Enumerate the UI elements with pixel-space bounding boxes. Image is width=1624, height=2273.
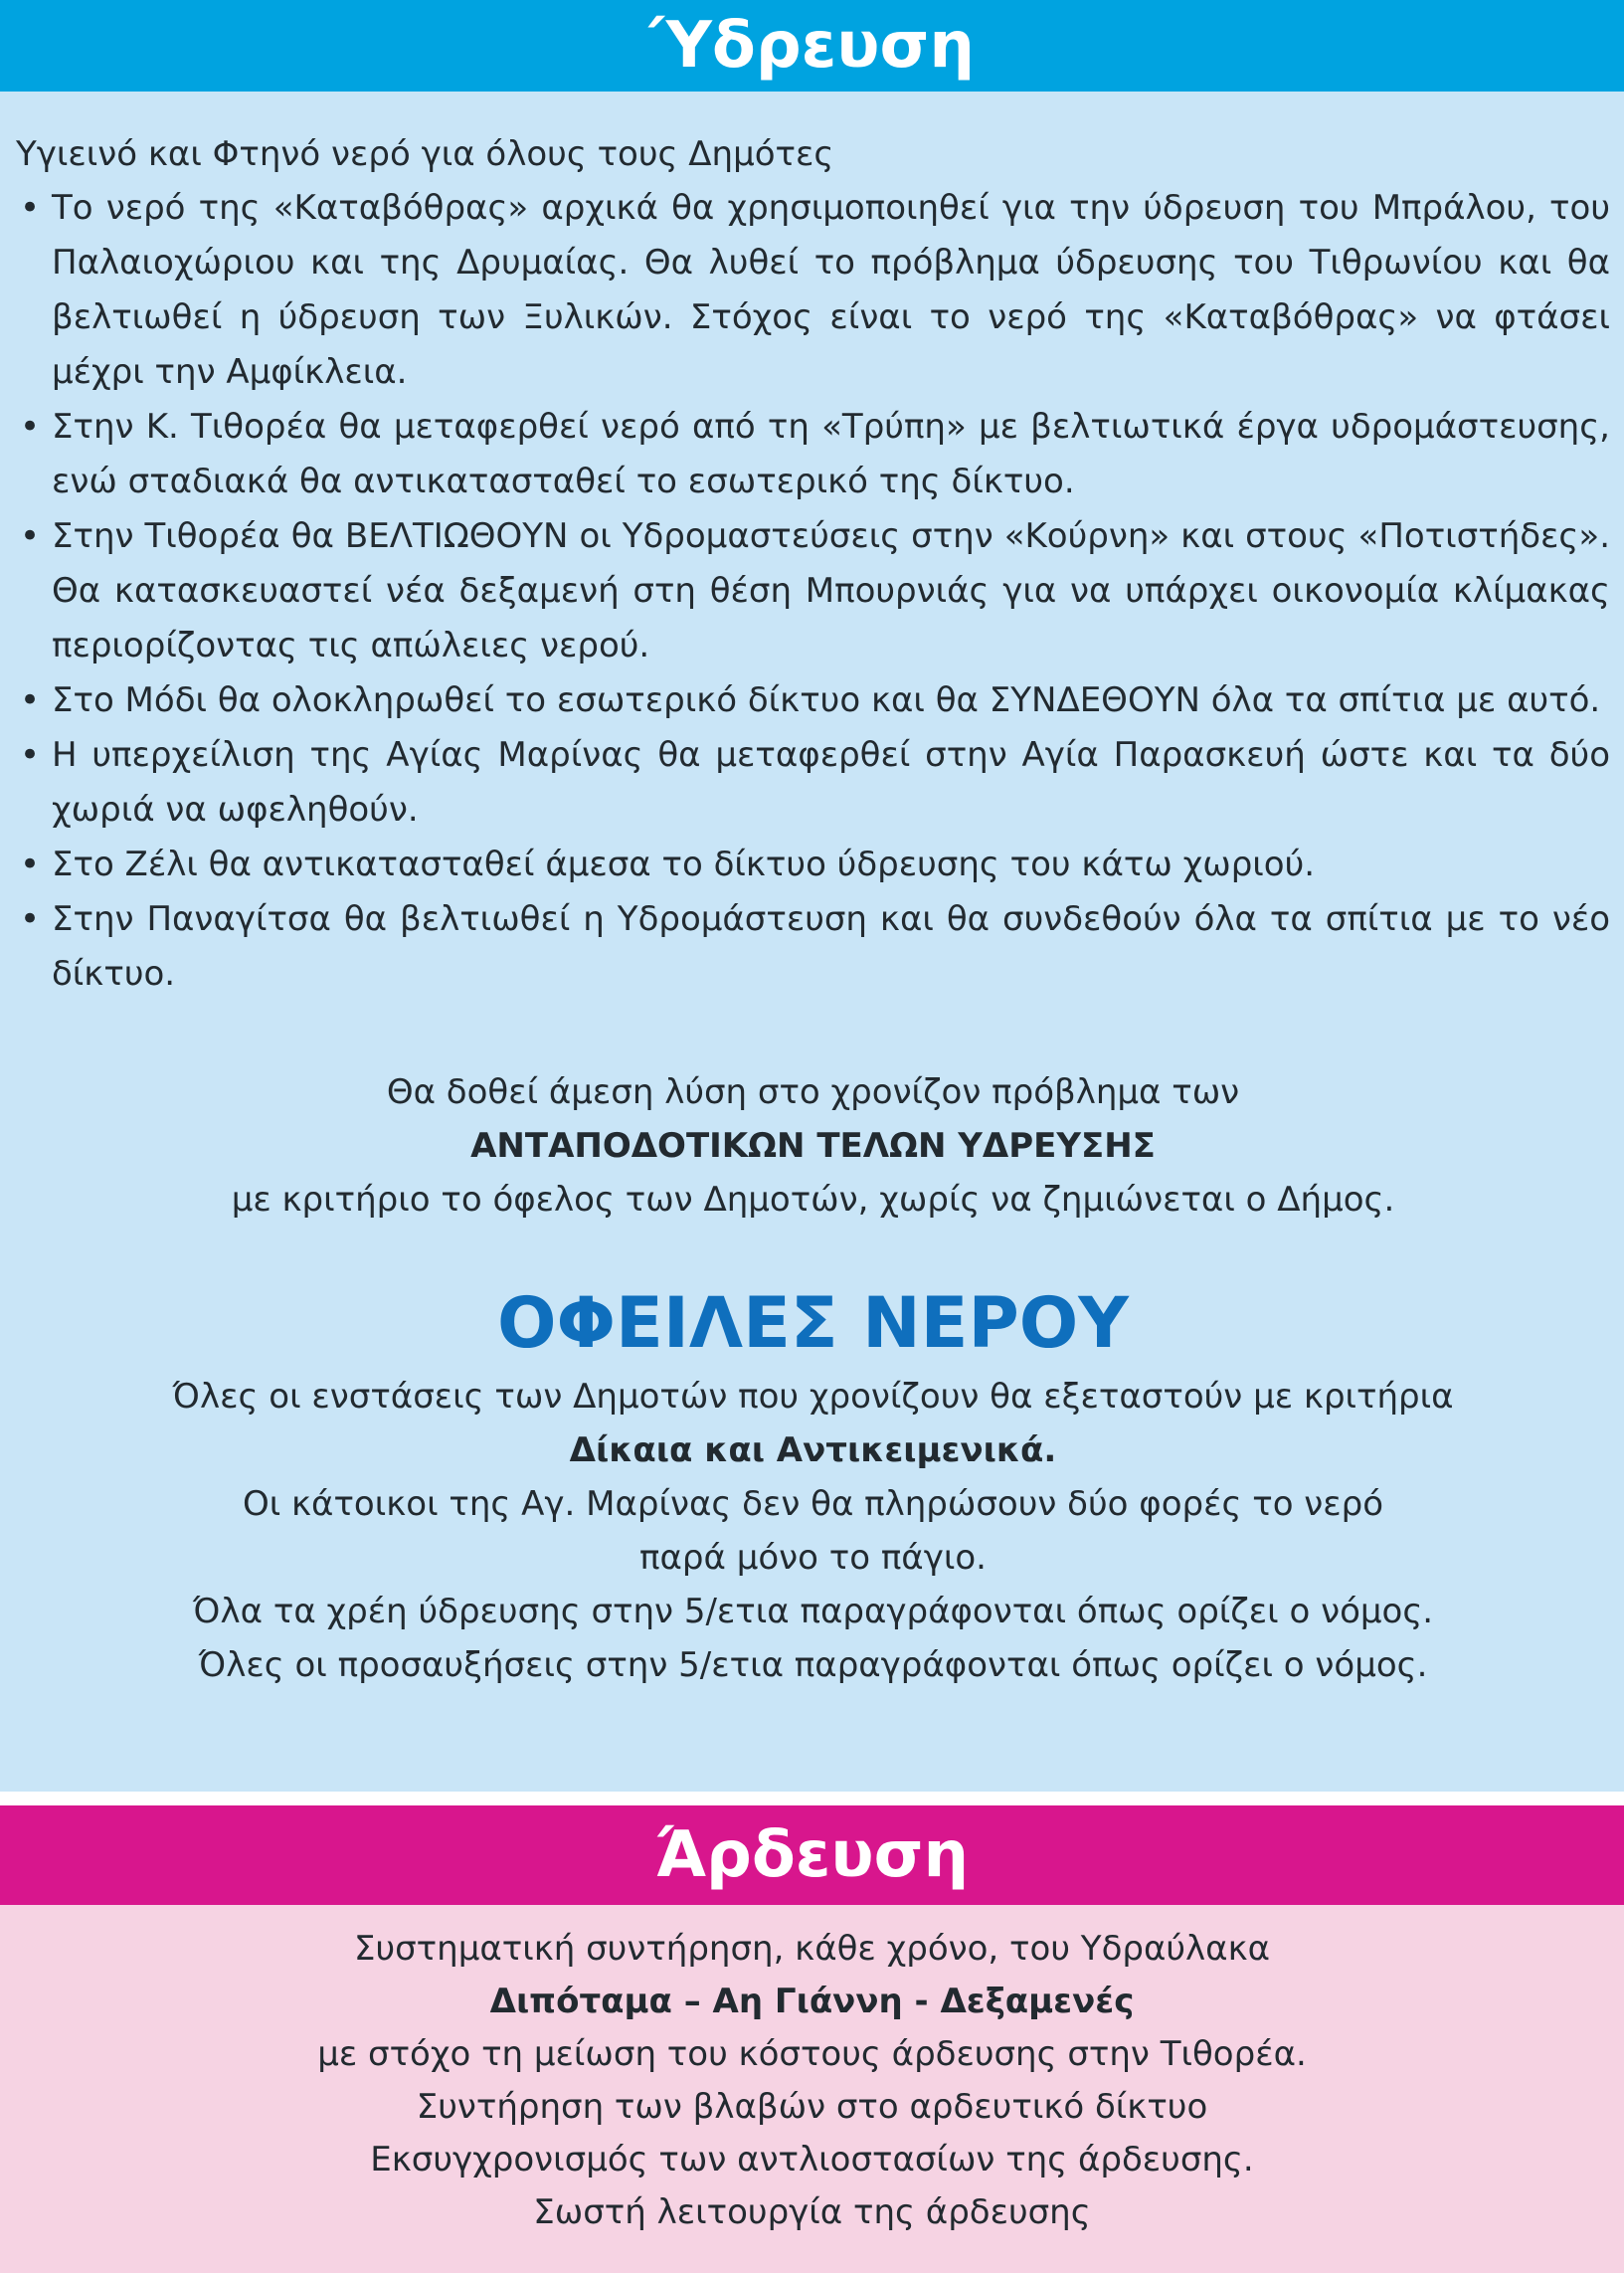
- irrigation-line: Συντήρηση των βλαβών στο αρδευτικό δίκτυο: [416, 2087, 1208, 2127]
- irrigation-line: Εκσυγχρονισμός των αντλιοστασίων της άρδευσης.: [370, 2140, 1254, 2179]
- irrigation-line: Σωστή λειτουργία της άρδευσης: [533, 2192, 1091, 2232]
- irrigation-section-title: Άρδευση: [654, 1818, 970, 1892]
- irrigation-line: Συστηματική συντήρηση, κάθε χρόνο, του Υδραύλακα: [353, 1929, 1271, 1969]
- water-bullet-item: • Στο Μόδι θα ολοκληρωθεί το εσωτερικό δίκτυο και θα ΣΥΝΔΕΘΟΥΝ όλα τα σπίτια με αυτό.: [16, 673, 1610, 728]
- debts-line: Όλα τα χρέη ύδρευσης στην 5/ετια παραγράφονται όπως ορίζει ο νόμος.: [192, 1592, 1434, 1631]
- irrigation-section-panel: [0, 1905, 1624, 2273]
- water-section-title: Ύδρευση: [649, 9, 975, 83]
- water-bullet-item: • Στην Κ. Τιθορέα θα μεταφερθεί νερό από τη «Τρύπη» με βελτιωτικά έργα υδρομάστευσης, ενώ σταδιακά θα αντικατασταθεί το εσωτερικό της δίκτυο.: [16, 400, 1610, 509]
- water-bullet-item: • Η υπερχείλιση της Αγίας Μαρίνας θα μεταφερθεί στην Αγία Παρασκευή ώστε και τα δύο χωριά να ωφεληθούν.: [16, 728, 1610, 838]
- water-section-header: [0, 0, 1624, 92]
- water-bullet-item: • Στην Παναγίτσα θα βελτιωθεί η Υδρομάστευση και θα συνδεθούν όλα τα σπίτια με το νέο δίκτυο.: [16, 892, 1610, 1002]
- tariff-block: [16, 1065, 1610, 1227]
- water-bullet-item: • Στην Τιθορέα θα ΒΕΛΤΙΩΘΟΥΝ οι Υδρομαστεύσεις στην «Κούρνη» και στους «Ποτιστήδες». Θα κατασκευαστεί νέα δεξαμενή στη θέση Μπουρνιάς για να υπάρχει οικονομία κλίμακας περιορίζοντας τις απώλειες νερού.: [16, 509, 1610, 673]
- water-debts-title: ΟΦΕΙΛΕΣ ΝΕΡΟΥ: [497, 1282, 1129, 1364]
- tariff-line: Θα δοθεί άμεση λύση στο χρονίζον πρόβλημα των: [386, 1072, 1240, 1112]
- irrigation-line: με στόχο τη μείωση του κόστους άρδευσης στην Τιθορέα.: [317, 2034, 1307, 2074]
- tariff-line: με κριτήριο το όφελος των Δημοτών, χωρίς να ζημιώνεται ο Δήμος.: [231, 1180, 1395, 1220]
- irrigation-section-header: [0, 1805, 1624, 1905]
- tariff-heading: ΑΝΤΑΠΟΔΟΤΙΚΩΝ ΤΕΛΩΝ ΥΔΡΕΥΣΗΣ: [470, 1126, 1156, 1166]
- debts-line: Οι κάτοικοι της Αγ. Μαρίνας δεν θα πληρώσουν δύο φορές το νερό: [242, 1484, 1384, 1524]
- water-bullet-list: [16, 181, 1610, 1002]
- water-intro: Υγιεινό και Φτηνό νερό για όλους τους Δημότες: [16, 134, 834, 174]
- debts-line: Όλες οι προσαυξήσεις στην 5/ετια παραγράφονται όπως ορίζει ο νόμος.: [198, 1645, 1428, 1685]
- debts-line: Όλες οι ενστάσεις των Δημοτών που χρονίζουν θα εξεταστούν με κριτήρια: [172, 1377, 1454, 1417]
- water-debts-block: [16, 1370, 1610, 1692]
- debts-line: παρά μόνο το πάγιο.: [639, 1538, 987, 1578]
- water-bullet-item: • Στο Ζέλι θα αντικατασταθεί άμεσα το δίκτυο ύδρευσης του κάτω χωριού.: [16, 838, 1610, 892]
- debts-emphasis: Δίκαια και Αντικειμενικά.: [569, 1430, 1057, 1470]
- water-bullet-item: • Το νερό της «Καταβόθρας» αρχικά θα χρησιμοποιηθεί για την ύδρευση του Μπράλου, του Παλαιοχώριου και της Δρυμαίας. Θα λυθεί το πρόβλημα ύδρευσης του Τιθρωνίου και θα βελτιωθεί η ύδρευση των Ξυλικών. Στόχος είναι το νερό της «Καταβόθρας» να φτάσει μέχρι την Αμφίκλεια.: [16, 181, 1610, 400]
- water-section-panel: [0, 92, 1624, 1792]
- irrigation-route: Διπόταμα – Αη Γιάννη - Δεξαμενές: [489, 1982, 1135, 2021]
